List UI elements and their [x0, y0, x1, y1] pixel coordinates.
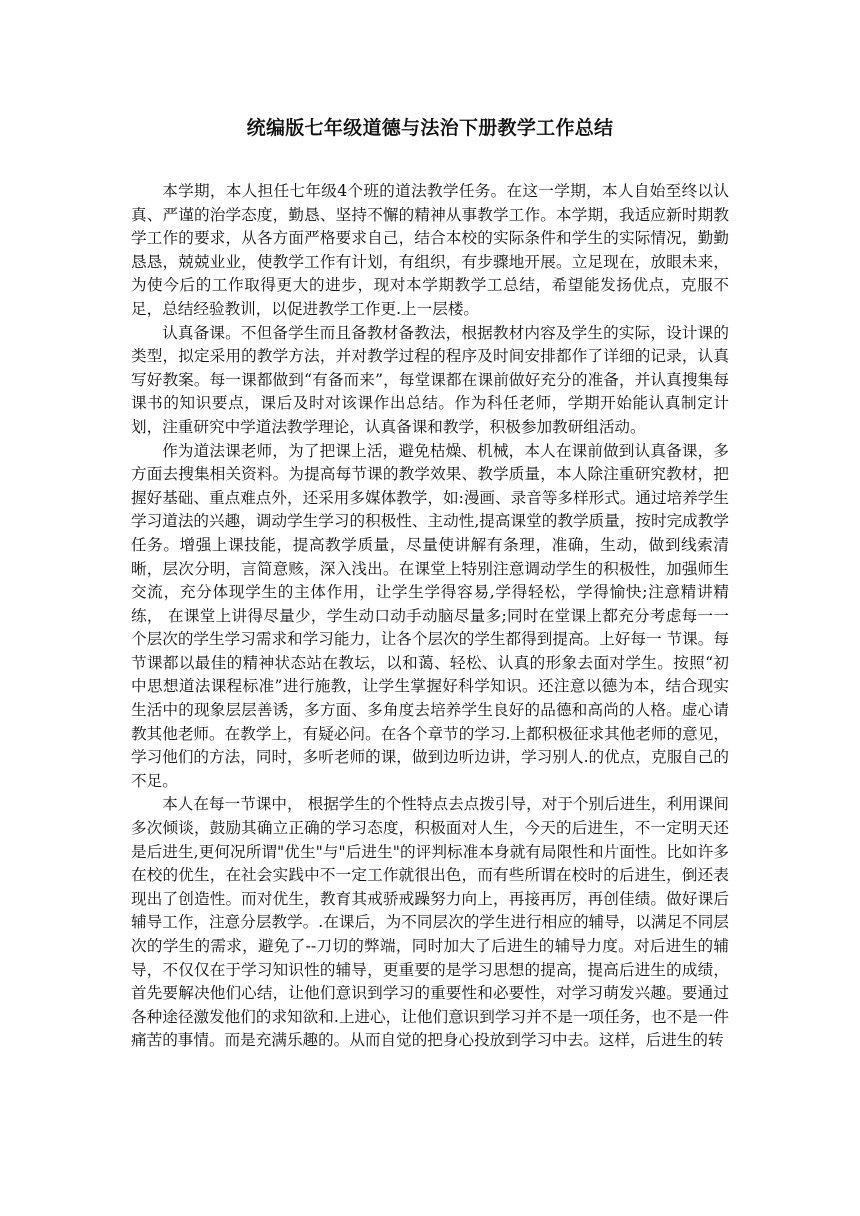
paragraph-classroom-teaching: 作为道法课老师，为了把课上活，避免枯燥、机械，本人在课前做到认真备课，多方面去搜集相关资料。为提高每节课的教学效果、教学质量，本人除注重研究教材，把握好基础、重点难点外，还采用多媒体教学，如:漫画、录音等多样形式。通过培养学生学习道法的兴趣，调动学生学习的积极性、主动性,提高课堂的教学质量，按时完成教学任务。增强上课技能，提高教学质量，尽量使讲解有条理，准确，生动，做到线索清晰，层次分明，言简意赅，深入浅出。在课堂上特别注意调动学生的积极性，加强师生交流，充分体现学生的主体作用，让学生学得容易,学得轻松，学得愉快;注意精讲精练， 在课堂上讲得尽量少，学生动口动手动脑尽量多;同时在堂课上都充分考虑每一一个层次的学生学习需求和学习能力，让各个层次的学生都得到提高。上好每一 节课。每节课都以最佳的精神状态站在教坛，以和蔼、轻松、认真的形象去面对学生。按照“初中思想道法课程标准”进行施教，让学生掌握好科学知识。还注意以德为本，结合现实生活中的现象层层善诱，多方面、多角度去培养学生良好的品德和高尚的人格。虚心请教其他老师。在教学上，有疑必问。在各个章节的学习.上都积极征求其他老师的意见，学习他们的方法，同时，多听老师的课，做到边听边讲，学习别人.的优点，克服自己的不足。: [131, 441, 729, 790]
paragraph-lesson-preparation: 认真备课。不但备学生而且备教材备教法，根据教材内容及学生的实际，设计课的类型，拟定采用的教学方法，并对教学过程的程序及时间安排都作了详细的记录，认真写好教案。每一课都做到“有备而来”，每堂课都在课前做好充分的准备，并认真搜集每课书的知识要点，课后及时对该课作出总结。作为科任老师，学期开始能认真制定计划，注重研究中学道法教学理论，认真备课和教学，积极参加教研组活动。: [131, 323, 729, 436]
paragraph-intro: 本学期，本人担任七年级4个班的道法教学任务。在这一学期，本人自始至终以认真、严谨的治学态度，勤恳、坚持不懈的精神从事教学工作。本学期，我适应新时期教学工作的要求，从各方面严格要求自己，结合本校的实际条件和学生的实际情况，勤勤恳恳，兢兢业业，使教学工作有计划，有组织，有步骤地开展。立足现在，放眼未来，为使今后的工作取得更大的进步，现对本学期教学工总结，希望能发扬优点，克服不足，总结经验教训，以促进教学工作更.上一层楼。: [131, 182, 729, 318]
paragraph-student-guidance: 本人在每一节课中， 根据学生的个性特点去点拨引导，对于个别后进生，利用课间多次倾谈，鼓励其确立正确的学习态度，积极面对人生，今天的后进生，不一定明天还是后进生,更何况所谓"优生"与"后进生"的评判标准本身就有局限性和片面性。比如许多在校的优生，在社会实践中不一定工作就很出色，而有些所谓在校时的后进生，倒还表现出了创造性。而对优生，教育其戒骄戒躁努力向上，再接再厉，再创佳绩。做好课后辅导工作，注意分层教学。.在课后，为不同层次的学生进行相应的辅导，以满足不同层次的学生的需求，避免了--刀切的弊端，同时加大了后进生的辅导力度。对后进生的辅导，不仅仅在于学习知识性的辅导，更重要的是学习思想的提高，提高后进生的成绩，首先要解决他们心结，让他们意识到学习的重要性和必要性，对学习萌发兴趣。要通过各种途径激发他们的求知欲和.上进心，让他们意识到学习并不是一项任务，也不是一件痛苦的事情。而是充满乐趣的。从而自觉的把身心投放到学习中去。这样，后进生的转: [131, 795, 729, 1050]
document-title: 统编版七年级道德与法治下册教学工作总结: [246, 117, 614, 139]
document-page: [131, 113, 729, 1053]
